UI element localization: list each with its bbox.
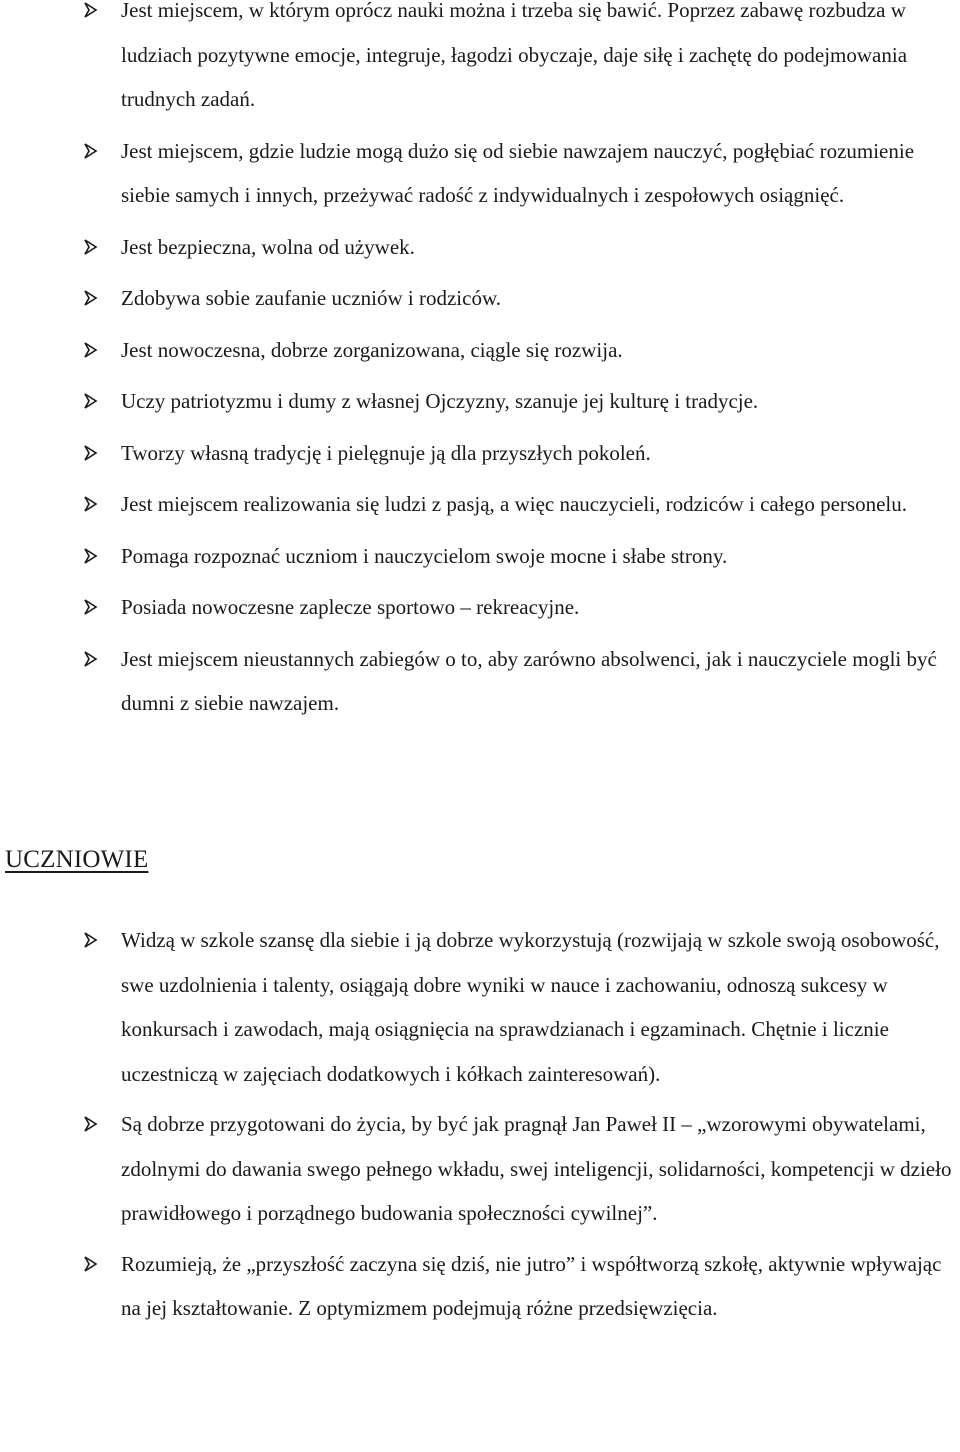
list-item bbox=[0, 379, 960, 424]
arrowhead-bullet-icon bbox=[82, 239, 98, 255]
list-item bbox=[0, 431, 960, 476]
arrowhead-bullet-icon bbox=[82, 2, 98, 18]
list-item-text: Tworzy własną tradycję i pielęgnuje ją dla przyszłych pokoleń. bbox=[121, 440, 651, 465]
arrowhead-bullet-icon bbox=[82, 445, 98, 461]
list-item bbox=[0, 534, 960, 579]
list-item-text: Rozumieją, że „przyszłość zaczyna się dziś, nie jutro” i współtworzą szkołę, aktywnie wpływając na jej kształtowanie. Z optymizmem podejmują różne przedsięwzięcia. bbox=[121, 1251, 942, 1320]
list-item-text: Pomaga rozpoznać uczniom i nauczycielom swoje mocne i słabe strony. bbox=[121, 543, 728, 568]
list-item bbox=[0, 225, 960, 270]
arrowhead-bullet-icon bbox=[82, 1116, 98, 1132]
list-item bbox=[0, 1102, 960, 1236]
list-item-text: Jest miejscem, gdzie ludzie mogą dużo się od siebie nawzajem nauczyć, pogłębiać rozumienie siebie samych i innych, przeżywać radość z indywidualnych i zespołowych osiągnięć. bbox=[121, 138, 915, 207]
arrowhead-bullet-icon bbox=[82, 342, 98, 358]
arrowhead-bullet-icon bbox=[82, 599, 98, 615]
arrowhead-bullet-icon bbox=[82, 496, 98, 512]
list-item-text: Zdobywa sobie zaufanie uczniów i rodziców. bbox=[121, 286, 501, 310]
section-heading: UCZNIOWIE bbox=[5, 846, 149, 873]
arrowhead-bullet-icon bbox=[82, 290, 98, 306]
list-item-text: Posiada nowoczesne zaplecze sportowo – rekreacyjne. bbox=[121, 595, 580, 619]
list-item bbox=[0, 585, 960, 630]
arrowhead-bullet-icon bbox=[82, 651, 98, 667]
arrowhead-bullet-icon bbox=[82, 548, 98, 564]
list-item-text: Widzą w szkole szansę dla siebie i ją dobrze wykorzystują (rozwijają w szkole swoją osobowość, swe uzdolnienia i talenty, osiągają dobre wyniki w nauce i zachowaniu, odnoszą sukcesy w konkursach i zawodach, mają osiągnięcia na sprawdzianach i egzaminach. Chętnie i licznie uczestniczą w zajęciach dodatkowych i kółkach zainteresowań). bbox=[121, 928, 940, 1086]
arrowhead-bullet-icon bbox=[82, 932, 98, 948]
list-item bbox=[0, 129, 960, 218]
list-item bbox=[0, 0, 960, 122]
arrowhead-bullet-icon bbox=[82, 143, 98, 159]
list-item-text: Jest miejscem realizowania się ludzi z pasją, a więc nauczycieli, rodziców i całego personelu. bbox=[121, 492, 908, 516]
list-item-text: Jest nowoczesna, dobrze zorganizowana, ciągle się rozwija. bbox=[121, 337, 623, 362]
list-item bbox=[0, 328, 960, 373]
list-item bbox=[0, 918, 960, 1096]
students-traits-list bbox=[0, 918, 960, 1331]
list-item-text: Uczy patriotyzmu i dumy z własnej Ojczyzny, szanuje jej kulturę i tradycje. bbox=[121, 389, 759, 413]
list-item-text: Jest miejscem nieustannych zabiegów o to, aby zarówno absolwenci, jak i nauczyciele mogli być dumni z siebie nawzajem. bbox=[121, 646, 937, 715]
list-item bbox=[0, 276, 960, 321]
list-item bbox=[0, 637, 960, 726]
list-item-text: Są dobrze przygotowani do życia, by być jak pragnął Jan Paweł II – „wzorowymi obywatelami, zdolnymi do dawania swego pełnego wkładu, swej inteligencji, solidarności, kompetencji w dzieło prawidłowego i porządnego budowania społeczności cywilnej”. bbox=[121, 1112, 952, 1225]
list-item-text: Jest miejscem, w którym oprócz nauki można i trzeba się bawić. Poprzez zabawę rozbudza w ludziach pozytywne emocje, integruje, łagodzi obyczaje, daje siłę i zachętę do podejmowania trudnych zadań. bbox=[121, 0, 908, 111]
list-item-text: Jest bezpieczna, wolna od używek. bbox=[121, 234, 415, 259]
arrowhead-bullet-icon bbox=[82, 393, 98, 409]
arrowhead-bullet-icon bbox=[82, 1256, 98, 1272]
list-item bbox=[0, 482, 960, 527]
list-item bbox=[0, 1242, 960, 1331]
